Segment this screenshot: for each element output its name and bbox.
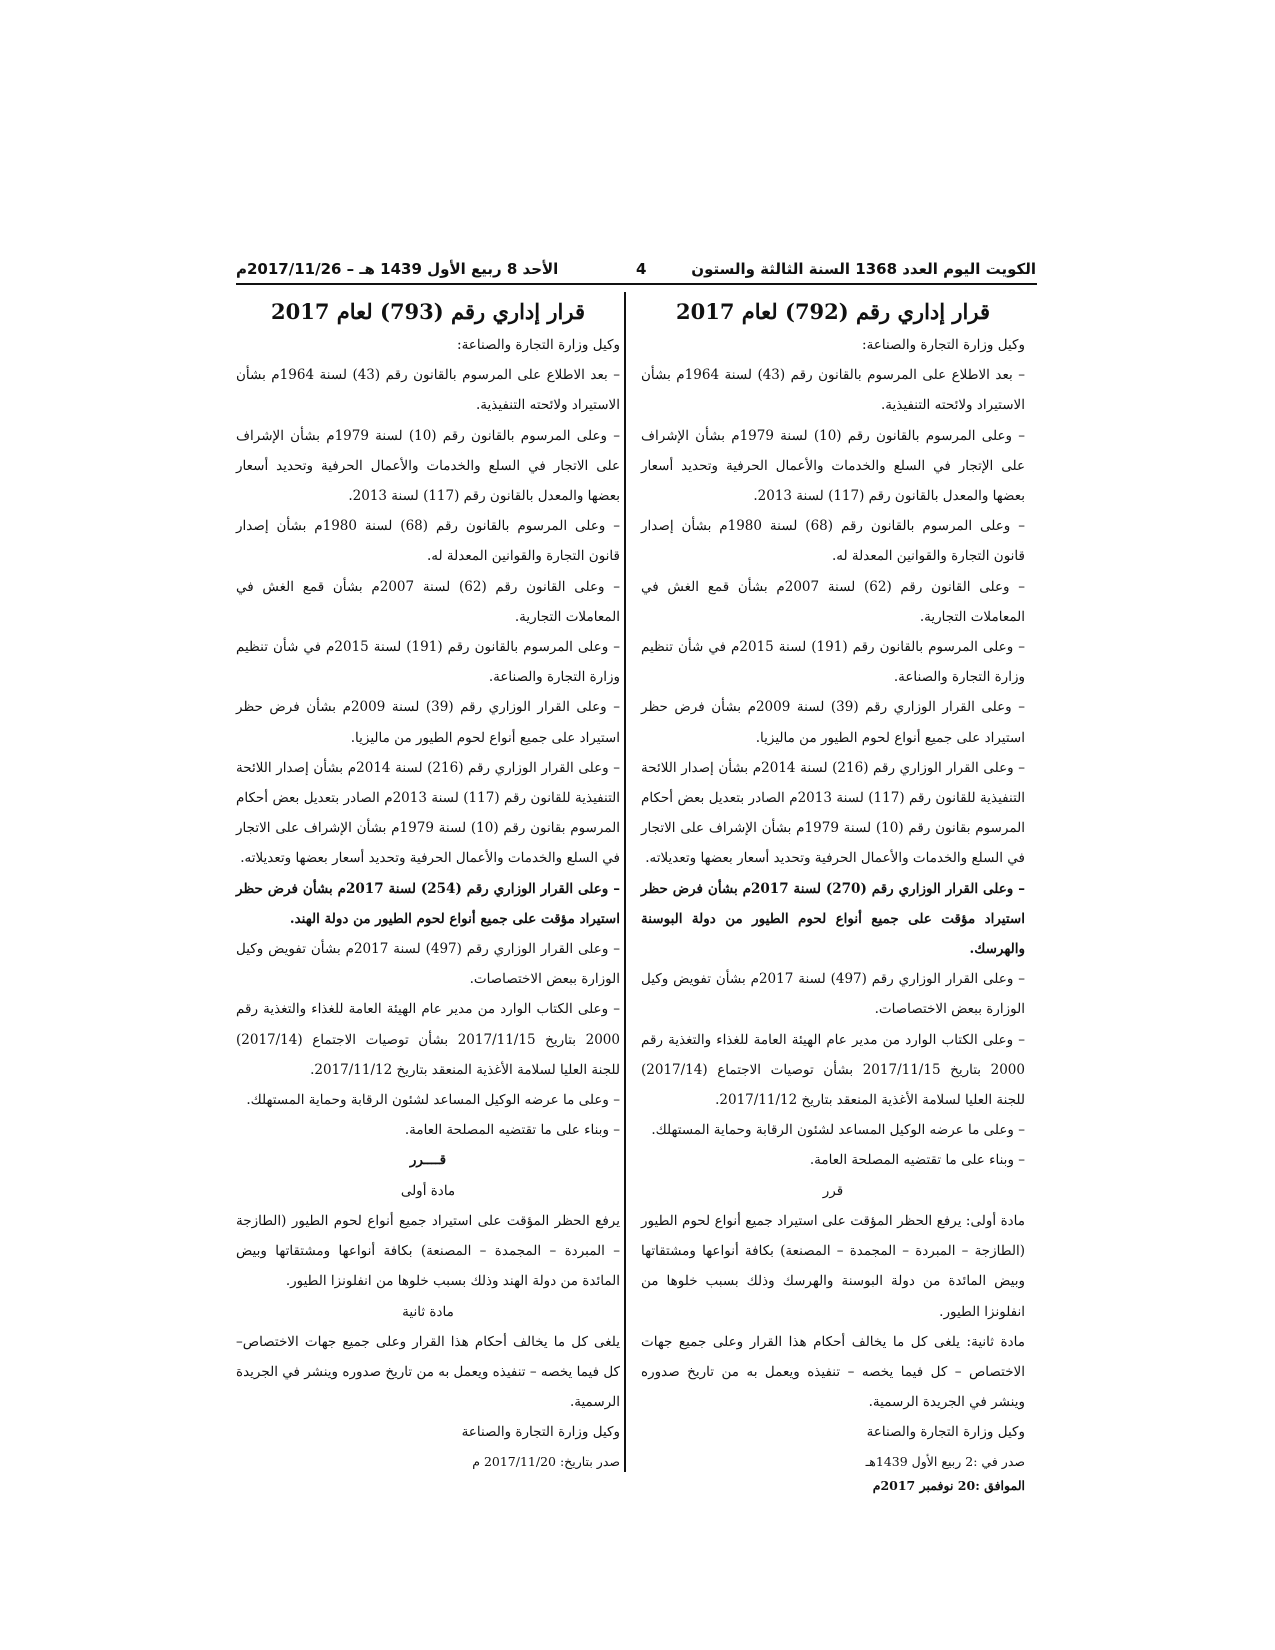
recital: – وعلى القرار الوزاري رقم (39) لسنة 2009م بشأن فرض حظر استيراد على جميع أنواع لحوم الطيور من ماليزيا. bbox=[236, 699, 620, 746]
recital: – وعلى المرسوم بالقانون رقم (10) لسنة 1979م بشأن الإشراف على الاتجار في السلع والخدمات والأعمال الحرفية وتحديد أسعار بعضها والمعدل بالقانون رقم (117) لسنة 2013. bbox=[236, 427, 620, 505]
recital: – وعلى القرار الوزاري رقم (254) لسنة 2017م بشأن فرض حظر استيراد مؤقت على جميع أنواع لحوم الطيور من دولة الهند. bbox=[236, 880, 620, 927]
recital: – وعلى القرار الوزاري رقم (39) لسنة 2009م بشأن فرض حظر استيراد على جميع أنواع لحوم الطيور من ماليزيا. bbox=[641, 699, 1025, 746]
recital: – وعلى القرار الوزاري رقم (270) لسنة 2017م بشأن فرض حظر استيراد مؤقت على جميع أنواع لحوم الطيور من دولة البوسنة والهرسك. bbox=[641, 880, 1025, 958]
article-1: يرفع الحظر المؤقت على استيراد جميع أنواع لحوم الطيور (الطازجة – المبردة – المجمدة – المصنعة) بكافة أنواعها ومشتقاتها وبيض المائدة من دولة الهند وذلك بسبب خلوها من انفلونزا الطيور. bbox=[236, 1212, 620, 1290]
recital: – وعلى القانون رقم (62) لسنة 2007م بشأن قمع الغش في المعاملات التجارية. bbox=[641, 578, 1025, 625]
authority-line: وكيل وزارة التجارة والصناعة: bbox=[457, 337, 620, 353]
signature: وكيل وزارة التجارة والصناعة bbox=[866, 1424, 1025, 1441]
recital: – وعلى المرسوم بالقانون رقم (191) لسنة 2015م في شأن تنظيم وزارة التجارة والصناعة. bbox=[236, 639, 620, 686]
decided-heading: قرر bbox=[822, 1182, 844, 1199]
recital: – وعلى ما عرضه الوكيل المساعد لشئون الرقابة وحماية المستهلك. bbox=[246, 1092, 620, 1109]
article-2: يلغى كل ما يخالف أحكام هذا القرار وعلى جميع جهات الاختصاص– كل فيما يخصه – تنفيذه ويعمل به من تاريخ صدوره وينشر في الجريدة الرسمية. bbox=[236, 1333, 620, 1411]
issue-date: صدر في :2 ربيع الأول 1439هـ bbox=[865, 1453, 1025, 1469]
corresponding-date: الموافق :20 نوفمبر 2017م bbox=[872, 1477, 1025, 1493]
header-date: الأحد 8 ربيع الأول 1439 هـ – 2017/11/26م bbox=[236, 260, 559, 278]
decided-heading: قــــرر bbox=[409, 1152, 447, 1169]
column-divider bbox=[624, 292, 626, 1472]
recital: – وعلى القرار الوزاري رقم (497) لسنة 2017م بشأن تفويض وكيل الوزارة ببعض الاختصاصات. bbox=[641, 971, 1025, 1018]
recital: – بعد الاطلاع على المرسوم بالقانون رقم (43) لسنة 1964م بشأن الاستيراد ولائحته التنفيذية. bbox=[236, 367, 620, 414]
recital: – وعلى ما عرضه الوكيل المساعد لشئون الرقابة وحماية المستهلك. bbox=[651, 1122, 1025, 1139]
recital: – وعلى القرار الوزاري رقم (497) لسنة 2017م بشأن تفويض وكيل الوزارة ببعض الاختصاصات. bbox=[236, 941, 620, 988]
page-number: 4 bbox=[636, 260, 647, 278]
recital: – وعلى القرار الوزاري رقم (216) لسنة 2014م بشأن إصدار اللائحة التنفيذية للقانون رقم (117) لسنة 2013م الصادر بتعديل بعض أحكام المرسوم بقانون رقم (10) لسنة 1979م بشأن الإشراف على الاتجار في السلع والخدمات والأعمال الحرفية وتحديد أسعار بعضها وتعديلاته. bbox=[236, 759, 621, 867]
signature: وكيل وزارة التجارة والصناعة bbox=[461, 1424, 620, 1441]
decision-title: قرار إداري رقم (792) لعام 2017 bbox=[675, 299, 991, 324]
decision-792 bbox=[641, 296, 1025, 1498]
page-header bbox=[236, 256, 1036, 284]
authority-line: وكيل وزارة التجارة والصناعة: bbox=[862, 337, 1025, 353]
recital: – وبناء على ما تقتضيه المصلحة العامة. bbox=[809, 1152, 1025, 1169]
recital: – وعلى المرسوم بالقانون رقم (68) لسنة 1980م بشأن إصدار قانون التجارة والقوانين المعدلة له. bbox=[236, 518, 621, 565]
article-1-heading: مادة أولى bbox=[400, 1182, 456, 1199]
header-rule bbox=[236, 283, 1037, 285]
article-2: مادة ثانية: يلغى كل ما يخالف أحكام هذا القرار وعلى جميع جهات الاختصاص – كل فيما يخصه – تنفيذه ويعمل به من تاريخ صدوره وينشر في الجريدة الرسمية. bbox=[641, 1333, 1025, 1411]
recital: – وعلى المرسوم بالقانون رقم (10) لسنة 1979م بشأن الإشراف على الإتجار في السلع والخدمات والأعمال الحرفية وتحديد أسعار بعضها والمعدل بالقانون رقم (117) لسنة 2013. bbox=[641, 427, 1025, 505]
recital: – وعلى الكتاب الوارد من مدير عام الهيئة العامة للغذاء والتغذية رقم 2000 بتاريخ 2017/11/15 بشأن توصيات الاجتماع (2017/14) للجنة العليا لسلامة الأغذية المنعقد بتاريخ 2017/11/12. bbox=[236, 1001, 620, 1078]
recital: – وبناء على ما تقتضيه المصلحة العامة. bbox=[404, 1122, 620, 1139]
header-publication: الكويت اليوم العدد 1368 السنة الثالثة والستون bbox=[691, 260, 1036, 278]
recital: – وعلى القانون رقم (62) لسنة 2007م بشأن قمع الغش في المعاملات التجارية. bbox=[236, 578, 620, 625]
recital: – وعلى الكتاب الوارد من مدير عام الهيئة العامة للغذاء والتغذية رقم 2000 بتاريخ 2017/11/15 بشأن توصيات الاجتماع (2017/14) للجنة العليا لسلامة الأغذية المنعقد بتاريخ 2017/11/12. bbox=[641, 1031, 1025, 1109]
recital: – وعلى القرار الوزاري رقم (216) لسنة 2014م بشأن إصدار اللائحة التنفيذية للقانون رقم (117) لسنة 2013م الصادر بتعديل بعض أحكام المرسوم بقانون رقم (10) لسنة 1979م بشأن الإشراف على الاتجار في السلع والخدمات والأعمال الحرفية وتحديد أسعار بعضها وتعديلاته. bbox=[641, 759, 1026, 867]
issue-date: صدر بتاريخ: 2017/11/20 م bbox=[472, 1453, 620, 1469]
decision-title: قرار إداري رقم (793) لعام 2017 bbox=[270, 299, 586, 324]
recital: – وعلى المرسوم بالقانون رقم (68) لسنة 1980م بشأن إصدار قانون التجارة والقوانين المعدلة له. bbox=[641, 518, 1026, 565]
article-1: مادة أولى: يرفع الحظر المؤقت على استيراد جميع أنواع لحوم الطيور (الطازجة – المبردة – المجمدة – المصنعة) بكافة أنواعها ومشتقاتها وبيض المائدة من دولة البوسنة والهرسك وذلك بسبب خلوها من انفلونزا الطيور. bbox=[641, 1212, 1025, 1320]
recital: – بعد الاطلاع على المرسوم بالقانون رقم (43) لسنة 1964م بشأن الاستيراد ولائحته التنفيذية. bbox=[641, 367, 1025, 414]
article-2-heading: مادة ثانية bbox=[402, 1303, 454, 1320]
recital: – وعلى المرسوم بالقانون رقم (191) لسنة 2015م في شأن تنظيم وزارة التجارة والصناعة. bbox=[641, 639, 1025, 686]
decision-793 bbox=[236, 296, 620, 1474]
